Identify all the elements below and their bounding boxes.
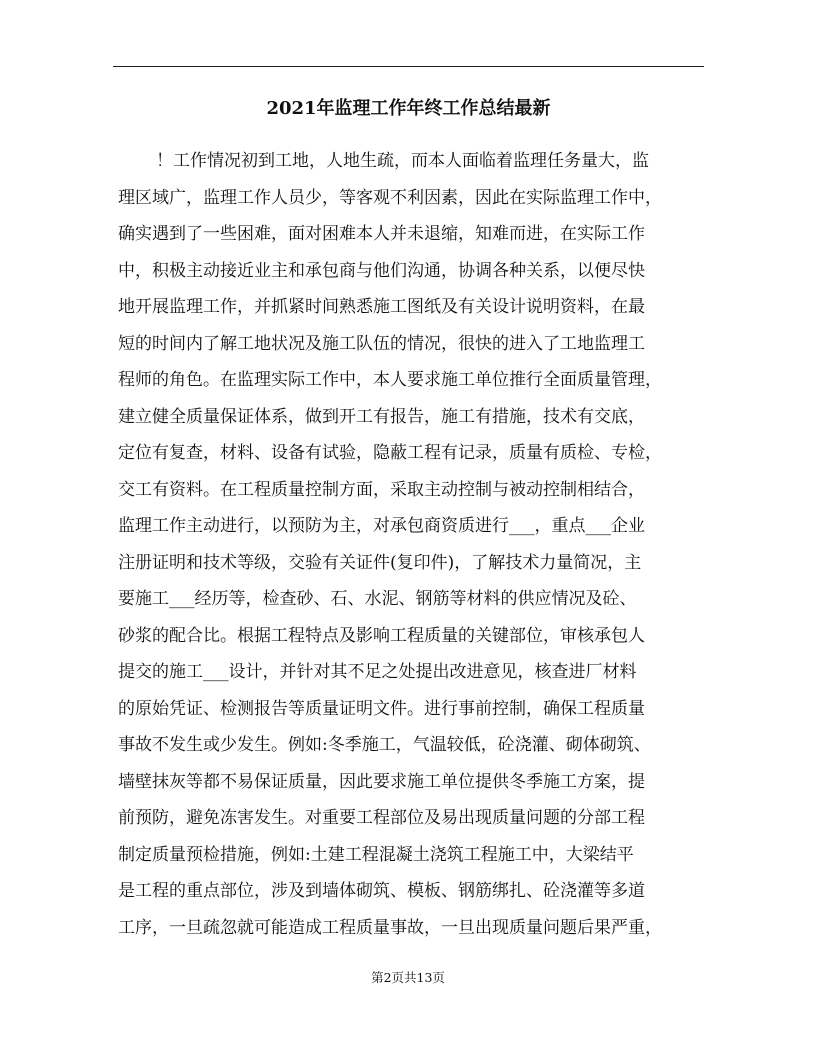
body-line: 制定质量预检措施，例如:土建工程混凝土浇筑工程施工中，大梁结平	[118, 844, 634, 865]
body-line: 事故不发生或少发生。例如:冬季施工，气温较低，砼浇灌、砌体砌筑、	[118, 735, 651, 755]
body-line: ！工作情况初到工地，人地生疏，而本人面临着监理任务量大，监	[156, 151, 649, 171]
header-rule	[113, 66, 704, 67]
body-line: 注册证明和技术等级，交验有关证件(复印件)，了解技术力量简况，主	[118, 552, 642, 573]
body-line: 工序，一旦疏忽就可能造成工程质量事故，一旦出现质量问题后果严重，	[118, 917, 662, 938]
body-line: 短的时间内了解工地状况及施工队伍的情况，很快的进入了工地监理工	[118, 333, 645, 354]
document-title: 2021年监理工作年终工作总结最新	[266, 98, 551, 119]
body-line: 墙壁抹灰等都不易保证质量，因此要求施工单位提供冬季施工方案，提	[118, 771, 645, 792]
body-line: 建立健全质量保证体系，做到开工有报告，施工有措施，技术有交底，	[118, 406, 645, 427]
body-line: 监理工作主动进行，以预防为主，对承包商资质进行___，重点___企业	[118, 516, 645, 536]
body-line: 理区域广，监理工作人员少，等客观不利因素，因此在实际监理工作中，	[118, 187, 662, 208]
body-line: 的原始凭证、检测报告等质量证明文件。进行事前控制，确保工程质量	[118, 698, 645, 719]
document-body	[118, 143, 708, 946]
body-line: 交工有资料。在工程质量控制方面，采取主动控制与被动控制相结合，	[118, 479, 645, 500]
body-line: 前预防，避免冻害发生。对重要工程部位及易出现质量问题的分部工程	[118, 808, 645, 828]
body-line: 中，积极主动接近业主和承包商与他们沟通，协调各种关系，以便尽快	[118, 260, 645, 281]
body-line: 提交的施工___设计，并针对其不足之处提出改进意见，核查进厂材料	[118, 662, 637, 682]
body-line: 定位有复查，材料、设备有试验，隐蔽工程有记录，质量有质检、专检，	[118, 443, 662, 463]
body-line: 砂浆的配合比。根据工程特点及影响工程质量的关键部位，审核承包人	[118, 625, 645, 646]
body-line: 程师的角色。在监理实际工作中，本人要求施工单位推行全面质量管理，	[118, 370, 662, 390]
body-line: 要施工___经历等，检查砂、石、水泥、钢筋等材料的供应情况及砼、	[118, 589, 637, 609]
page-number: 第2页共13页	[371, 970, 445, 985]
body-line: 地开展监理工作，并抓紧时间熟悉施工图纸及有关设计说明资料，在最	[118, 297, 645, 317]
body-line: 确实遇到了一些困难，面对困难本人并未退缩，知难而进，在实际工作	[118, 224, 645, 244]
body-line: 是工程的重点部位，涉及到墙体砌筑、模板、钢筋绑扎、砼浇灌等多道	[118, 881, 645, 901]
